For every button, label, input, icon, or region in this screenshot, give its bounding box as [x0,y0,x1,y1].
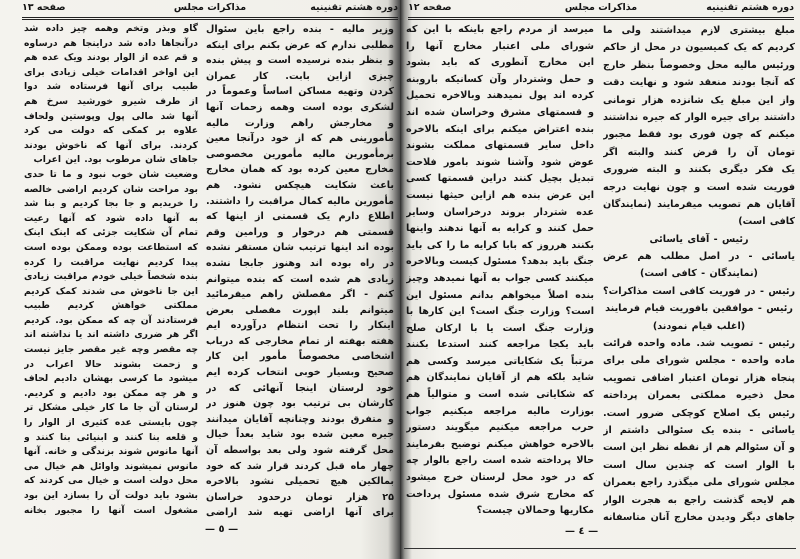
text-line: مبلغ بیشتری لازم میداشتند ولی ما [603,25,795,36]
bottom-rule [404,548,796,549]
text-line: جاهای شان مرطوب بود. این اعراب [33,154,198,166]
text-line: رئیس - موافقین بافوریت قیام فرمایند [605,303,793,315]
text-line: گاو وبذر وتخم وهمه چیز داده شد [24,23,198,34]
text-line: واز این مبلغ یک شانزده هزار تومانی [603,94,795,106]
text-line: در راه بوده اند وهنوز جابجا نشده [206,257,394,269]
text-line: وضعیت شان خوب نبود و ما تا حدی [24,168,198,180]
text-line: کافی است) [738,216,795,228]
text-line: مأمورینی هم که از خود درآنجا معین [206,133,394,145]
text-line: آنها شد مالی پول وپوستین ولحاف [24,110,198,122]
text-line: وزارت جنگ است یا با ارکان صلح [406,322,594,334]
text-line: میشود ما کرسی بهشان دادیم لحاف [24,373,198,385]
text-line: از طرف شیرو خورشید سرخ هم [24,95,198,107]
text-line: این اواخر اقدامات خیلی زیادی برای [24,66,198,78]
text-line: محل گرفته شود ولی بعد بواسطه آن [206,445,394,457]
text-line: میکنند کسی جواب به آنها نمیدهد وچیز [406,272,594,284]
text-line: مرتباً یک شکایاتی میرسد وکسی هم [406,355,594,367]
text-line: پنجاه هزار تومان اعتبار اضافی تصویب [603,372,795,384]
text-line: چه مقصر وچه غیر مقصر جایز نیست [24,344,198,356]
text-line: بکنند هرروز که بابا کرایه ما را کی باید [406,239,594,251]
text-line: باید یکجا مراجعه کنند استدعا بکنند [406,339,594,351]
text-line: که در خود محل لرستان خرج میشود [406,472,594,484]
text-line: عوض شود وآشنا شوند بامور فلاحت [406,156,594,168]
page-number: صفحه ۱۲ [408,2,452,13]
text-line: لشکری بوده است وهمه زحمات آنها [206,101,394,113]
text-line: برمأمورین مالیه مأمورین مخصوصی [206,148,394,160]
text-line: چهار ماه قبل کردند قرار شد که خود [206,460,394,472]
header-rule [408,17,794,20]
text-line: شاید بلکه هم از آقایان نمایندگان هم [406,372,594,384]
text-line: تمام آن شکایت جزئی که اینک اینک [24,227,198,239]
text-line: اشخاصی مخصوصاً مأمور این کار [206,351,394,363]
text-line: بشود باید دولت آن را بسازد این بود [24,490,198,501]
text-line: و قسمتهای مشرق وخراسان شده اند [406,106,594,118]
running-title: مذاکرات مجلس [173,2,247,13]
text-line: آنها مانوس شوند بزندگی و خانه. آنها [24,446,198,458]
text-line: و حمل وشتردار وآن کسانیکه باروبنه [406,73,594,85]
text-line: بالاخره خواهش میکنم توضیح بفرمایند [406,438,594,450]
text-line: لرستان آن جا ما کار خیلی مشکل تر [24,402,198,414]
text-line: بمالکین هیچ تحمیلی نشود بالاخره [206,476,394,488]
text-line: محل دولت است و خیال می کردند که [24,475,198,487]
text-line: طبیب برای آنها فرستاده شد دوا [24,81,198,93]
text-line: علاوه بر کمکی که دولت می کرد [24,125,198,137]
text-line: و قلعه بنا کنند و ابنیائی بنا کنند و [24,431,198,443]
text-line: بوده اند اینها ترتیب شان مستقر نشده [206,242,394,254]
text-line: و مخارجش راهم وزارت مالیه [206,117,394,129]
page-number: صفحه ۱۳ [22,2,66,13]
text-line: اطلاع دارم یک قسمتی از اینها که [206,211,394,223]
text-line: که شکایاتی شده است و متوالیاً هم [406,389,594,401]
header-rule [22,17,398,20]
text-line: ۲۵ هزار تومان درحدود خراسان [206,491,394,503]
text-line: مطلبی ندارم که عرض بکنم برای اینکه [206,39,394,51]
page-footer-number: — ٥ — [205,524,239,535]
text-line: حمل کنند و کرایه به آنها ندهند واینها [406,223,594,235]
text-line: میرسد از مردم راجع باینکه با این که [406,24,594,35]
text-line: هفته بهفته از تمام مخارجی که درباب [206,335,394,347]
text-line: قسمتی هم درخوار و ورامین وقم [206,226,394,238]
text-line: آقایان هم تصویب میفرمایند (نمایندگان [603,198,795,210]
text-line: داشتند برای جیره الوار که جیره نداشتند [603,111,795,123]
text-line: زیادی هم شده است که بنده میتوانم [206,273,394,285]
text-line: که مخارج شرق شده مسئول پرداخت [406,488,594,500]
text-line: که استطاعت بوده وممکن بوده است [24,241,198,253]
text-line: برای آنها اراضی تهیه شد اراضی [206,507,394,519]
text-line: ورئیس مالیه محل وخصوصاً بنظر خارج [603,59,795,71]
text-line: یاسائی - در اصل مطلب هم عرض [603,251,795,263]
text-line: هم لایحه گذشت راجع به هجرت الوار [603,494,795,506]
text-line: وزیر مالیه - بنده راجع باین سئوال [206,24,394,35]
text-line: است؟ وزارت جنگ است؟ این کارها با [406,306,594,318]
text-line: با الوار است که چندین سال است [603,459,795,471]
text-line: را خریدیم و جا بجا کردیم و بنا شد [24,198,198,210]
text-column-left-page-left [24,22,198,518]
text-line: یاسائی - بنده یک سئوالی داشتم از [603,424,795,436]
text-line: مجلس شورای ملی میگذرد راجع بعمران [603,477,795,489]
text-line: داخل سایر قسمتهای مملکت بشوند [406,140,594,152]
text-line: خود لرستان اینجا آنهائی که در [206,382,394,394]
text-line: این مخارج آنطوری که باید بشود [406,57,594,69]
text-line: و آن سئوالم هم از نقطه نظر این است [603,442,795,454]
text-line: شورای ملی اعتبار مخارج آنها را [406,40,594,52]
text-line: تبدیل بچیل کنند دراین قسمتها کسی [406,173,594,185]
text-line: چیزی ازاین بابت. کار عمران [206,70,394,82]
text-column-right-page-left [406,22,594,520]
running-title: مذاکرات مجلس [564,2,638,13]
text-line: اینکار را تحت انتظام درآورده ایم [206,320,394,332]
text-line: کارشان بی ترتیب بود چون هنوز در [206,398,394,410]
text-line: اگر هر ضرری داشته اند یا نداشته اند [24,329,198,341]
text-line: مشغول است آنها را مجبور بخانه [24,504,198,516]
text-line: کردند. برای آنها که ناخوش بودند [24,139,198,151]
text-line: بنده اصلاً میخواهم بدانم مسئول این [406,289,594,301]
text-line: عده شتردار بروند درخراسان وسایر [406,206,594,218]
text-line: حرب مراجعه میکنیم میگویند دستور [406,422,594,434]
text-line: که آنجا بودند منعقد شود و نهایت دقت [603,77,795,89]
text-line: و زحمت بشوند حالا اعراب در [24,358,198,370]
text-line: یک فکر دیگری بکنند و البته ضروری [603,164,795,176]
page-header [22,2,398,16]
text-line: رئیس - تصویب شد. ماده واحده قرائت [603,338,795,350]
text-line: بنده شخصاً خیلی خودم مراقبت زیادی [24,271,198,283]
text-line: مانوس نمیشوند واوائل هم خیال می [24,460,198,472]
session-label: دوره هشتم تقنینیه [706,2,794,13]
text-line: به آنها داده شود که آنها رعیت [24,212,198,224]
text-line: و قم عده از الوار بودند ویک عده هم [24,52,198,64]
text-line: میکنم که چون فوری بود فقط مجبور [603,129,795,141]
text-line: درآنجاها داده شد دراینجا هم درساوه [24,37,198,49]
text-line: این جا ناخوش می شدند کمک کردیم [24,285,198,297]
page-header [408,2,794,16]
text-line: کردیم که یک کمیسیون در محل از حاکم [603,42,795,54]
text-line: میتوانم بلند اپورت مفصلی بعرض [206,304,394,316]
text-line: (نمایندگان - کافی است) [640,268,758,280]
text-line: رئیس - در فوریت کافی است مذاکرات؟ [603,285,795,297]
text-column-right-page-right [603,22,795,526]
text-line: جنگ باید بدهد؟ مسئول کیست وبالاخره [406,256,594,268]
text-line: تومان آن را قرض کنند والبته اگر [603,146,795,158]
text-line: جاهای دیگر ودیدن مخارج آنان متاسفانه [603,511,795,523]
text-line: (اغلب قیام نمودند) [652,320,746,332]
text-line: کرده اند پول نمیدهند وبالاخره تحمیل [406,90,594,102]
text-line: این عرض بنده هم ازاین حیثها نیست [406,189,594,201]
text-line: رئیس - آقای یاسائی [649,233,749,245]
text-line: مملکتی خواهش کردیم طبیب [24,300,198,312]
session-label: دوره هشتم تقنینیه [310,2,398,13]
text-line: فرستادند آن چه که ممکن بود. کردیم [24,314,198,326]
page-footer-number: — ٤ — [565,526,599,537]
text-line: بود مراحت شان کردیم اراضی خالصه [24,183,198,195]
text-line: مکاریها وحمالان چیست؟ [476,505,594,517]
text-line: مأمورین مالیه کمال مراقبت را داشتند. [206,195,394,207]
text-line: ماده واحده - مجلس شورای ملی برای [603,355,795,367]
text-line: صحیح وبسیار خوبی انتخاب کرده ایم [206,367,394,379]
text-line: و هر چه ممکن بود دادیم و کردیم. [24,387,198,399]
text-line: رئیس یک اصلاح کوچکی ضرور است. [603,407,795,419]
text-line: حالا پرداخته شده است راجع بالوار چه [406,455,594,467]
text-column-left-page-right [206,22,394,521]
text-line: بنده اعتراض میکنم برای اینکه بالاخره [406,123,594,135]
text-line: بوزارت مالیه مراجعه میکنیم جواب [406,405,594,417]
text-line: کنم - اگر مفصلش راهم میفرمائید [206,289,394,301]
text-line: پیدا کردیم نهایت مراقبت را کرده [24,256,198,268]
text-line: جیره معین شده بود شاید بعداً خیال [206,429,394,441]
text-line: فوریت شده است و چون نهایت درجه [603,181,795,193]
text-line: و متفرق بودند وچنانچه آقایان میدانند [206,413,394,425]
text-line: محل ذخیره مملکتی بعمران پرداخته [603,390,795,402]
text-line: باعث شکایت هیچکس نشود. هم [206,179,394,191]
text-line: مخارج معین کرده بود که همان مخارج [206,164,394,176]
text-line: کردن وتهیه مساکن اساساً وعموماً در [206,86,394,98]
text-line: چون بایستی عده کثیری از الوار را [24,417,198,429]
text-line: و بنظر بنده نرسیده است و پیش بنده [206,55,394,67]
